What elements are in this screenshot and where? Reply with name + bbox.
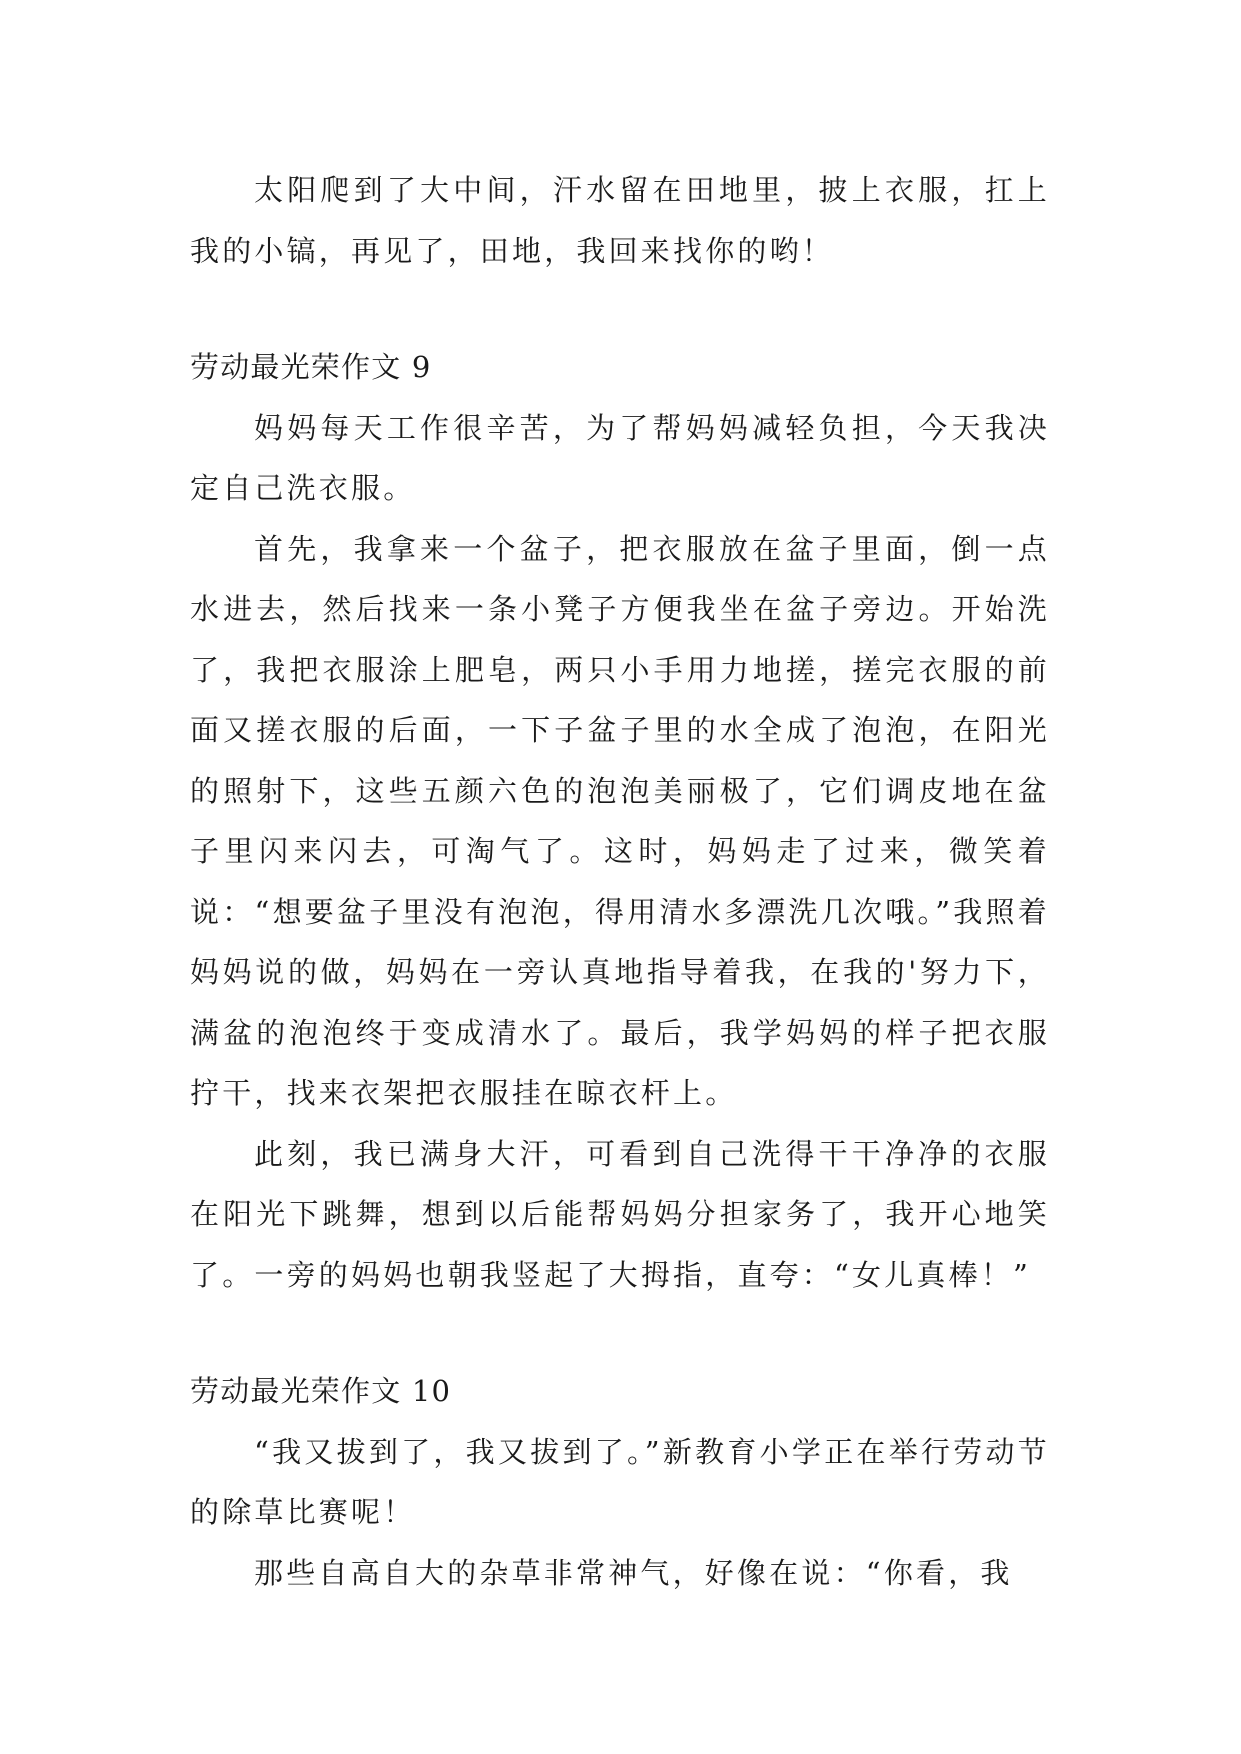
paragraph: 此刻，我已满身大汗，可看到自己洗得干干净净的衣服在阳光下跳舞，想到以后能帮妈妈分担家务了，我开心地笑了。一旁的妈妈也朝我竖起了大拇指，直夸：“女儿真棒！” xyxy=(190,1136,1050,1292)
paragraph: 首先，我拿来一个盆子，把衣服放在盆子里面，倒一点水进去，然后找来一条小凳子方便我坐在盆子旁边。开始洗了，我把衣服涂上肥皂，两只小手用力地搓，搓完衣服的前面又搓衣服的后面，一下子盆子里的水全成了泡泡，在阳光的照射下，这些五颜六色的泡泡美丽极了，它们调皮地在盆子里闪来闪去，可淘气了。这时，妈妈走了过来，微笑着说：“想要盆子里没有泡泡，得用清水多漂洗几次哦。”我照着妈妈说的做，妈妈在一旁认真地指导着我，在我的'努力下，满盆的泡泡终于变成清水了。最后，我学妈妈的样子把衣服拧干，找来衣架把衣服挂在晾衣杆上。 xyxy=(190,531,1050,1110)
document-body xyxy=(190,160,1050,1603)
paragraph: 那些自高自大的杂草非常神气，好像在说：“你看，我 xyxy=(254,1555,1013,1590)
section-gap xyxy=(190,1305,1050,1361)
section-gap xyxy=(190,281,1050,337)
essay-9-title: 劳动最光荣作文 9 xyxy=(190,350,432,384)
paragraph: 妈妈每天工作很辛苦，为了帮妈妈减轻负担，今天我决定自己洗衣服。 xyxy=(190,410,1050,505)
paragraph: “我又拔到了，我又拔到了。”新教育小学正在举行劳动节的除草比赛呢！ xyxy=(190,1434,1050,1529)
essay-10-title: 劳动最光荣作文 10 xyxy=(190,1374,452,1408)
paragraph: 太阳爬到了大中间，汗水留在田地里，披上衣服，扛上我的小镐，再见了，田地，我回来找你的哟！ xyxy=(190,173,1050,268)
